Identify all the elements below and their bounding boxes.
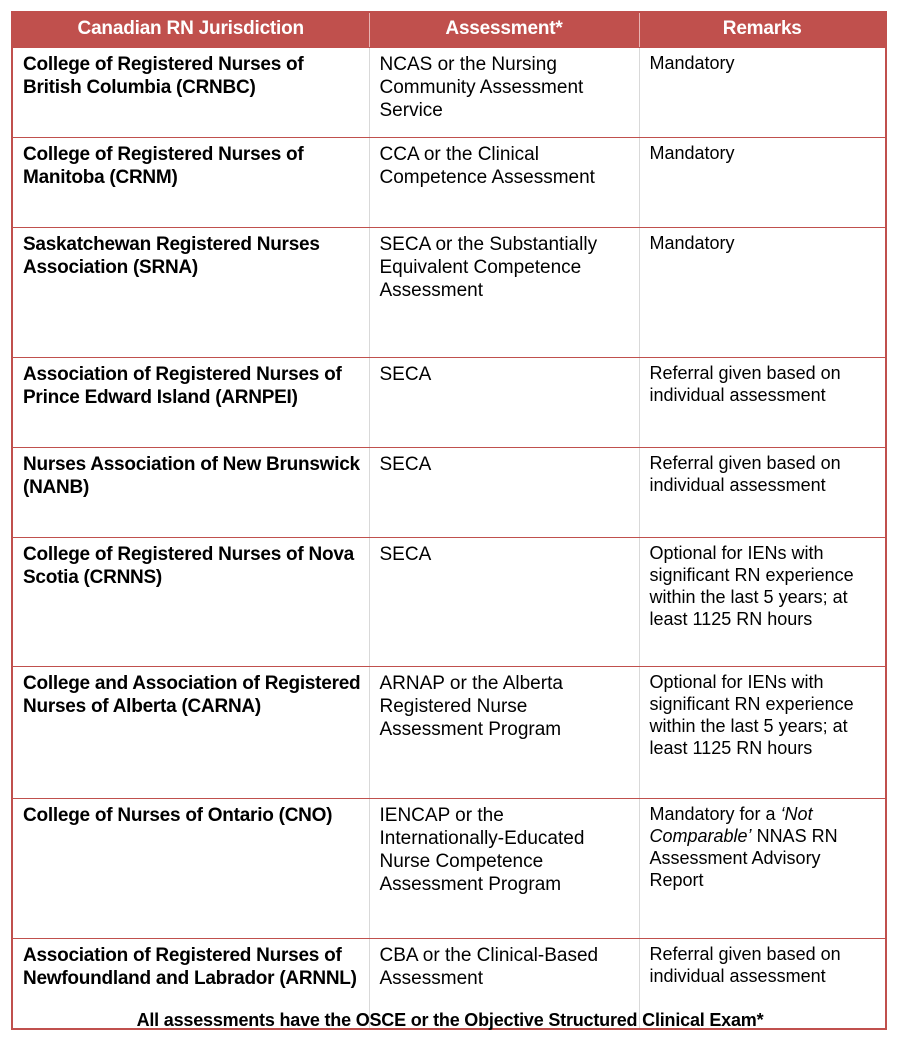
cell-jurisdiction: College of Registered Nurses of British Columbia (CRNBC) <box>12 47 369 137</box>
cell-jurisdiction: College of Registered Nurses of Manitoba (CRNM) <box>12 137 369 227</box>
cell-assessment: SECA <box>369 537 639 666</box>
cell-assessment: SECA <box>369 447 639 537</box>
jurisdiction-table-container <box>11 11 885 1030</box>
cell-remarks: Referral given based on individual assessment <box>639 447 886 537</box>
table-row <box>12 537 886 666</box>
remarks-emphasis: ‘Not Comparable’ <box>649 803 813 846</box>
cell-jurisdiction: College of Nurses of Ontario (CNO) <box>12 798 369 938</box>
cell-jurisdiction: Association of Registered Nurses of Newfoundland and Labrador (ARNNL) <box>12 938 369 1029</box>
table-row <box>12 447 886 537</box>
cell-assessment: CCA or the Clinical Competence Assessment <box>369 137 639 227</box>
cell-assessment: SECA or the Substantially Equivalent Competence Assessment <box>369 227 639 357</box>
cell-remarks: Mandatory <box>639 137 886 227</box>
cell-remarks: Optional for IENs with significant RN experience within the last 5 years; at least 1125 RN hours <box>639 537 886 666</box>
table-row <box>12 666 886 798</box>
column-header-assessment: Assessment* <box>369 12 639 47</box>
remarks-prefix: Mandatory for a <box>649 803 781 824</box>
table-row <box>12 798 886 938</box>
table-body <box>12 47 886 1029</box>
jurisdiction-assessment-table <box>11 11 887 1030</box>
cell-assessment: IENCAP or the Internationally-Educated Nurse Competence Assessment Program <box>369 798 639 938</box>
table-row <box>12 137 886 227</box>
cell-jurisdiction: College and Association of Registered Nurses of Alberta (CARNA) <box>12 666 369 798</box>
cell-jurisdiction: Saskatchewan Registered Nurses Association (SRNA) <box>12 227 369 357</box>
table-row <box>12 357 886 447</box>
cell-remarks: Referral given based on individual assessment <box>639 938 886 1029</box>
cell-assessment: NCAS or the Nursing Community Assessment Service <box>369 47 639 137</box>
cell-assessment: CBA or the Clinical-Based Assessment <box>369 938 639 1029</box>
cell-jurisdiction: College of Registered Nurses of Nova Scotia (CRNNS) <box>12 537 369 666</box>
table-header <box>12 12 886 47</box>
column-header-jurisdiction: Canadian RN Jurisdiction <box>12 12 369 47</box>
cell-remarks: Optional for IENs with significant RN experience within the last 5 years; at least 1125 RN hours <box>639 666 886 798</box>
cell-remarks: Mandatory <box>639 47 886 137</box>
cell-assessment: ARNAP or the Alberta Registered Nurse Assessment Program <box>369 666 639 798</box>
cell-remarks-rich <box>639 798 886 938</box>
table-row <box>12 227 886 357</box>
cell-jurisdiction: Association of Registered Nurses of Prince Edward Island (ARNPEI) <box>12 357 369 447</box>
cell-remarks: Referral given based on individual assessment <box>639 357 886 447</box>
cell-jurisdiction: Nurses Association of New Brunswick (NANB) <box>12 447 369 537</box>
table-header-row <box>12 12 886 47</box>
table-row <box>12 47 886 137</box>
cell-assessment: SECA <box>369 357 639 447</box>
column-header-remarks: Remarks <box>639 12 886 47</box>
table-footnote: All assessments have the OSCE or the Objective Structured Clinical Exam* <box>136 1010 764 1030</box>
remarks-suffix: NNAS RN Assessment Advisory Report <box>649 825 838 890</box>
cell-remarks: Mandatory <box>639 227 886 357</box>
